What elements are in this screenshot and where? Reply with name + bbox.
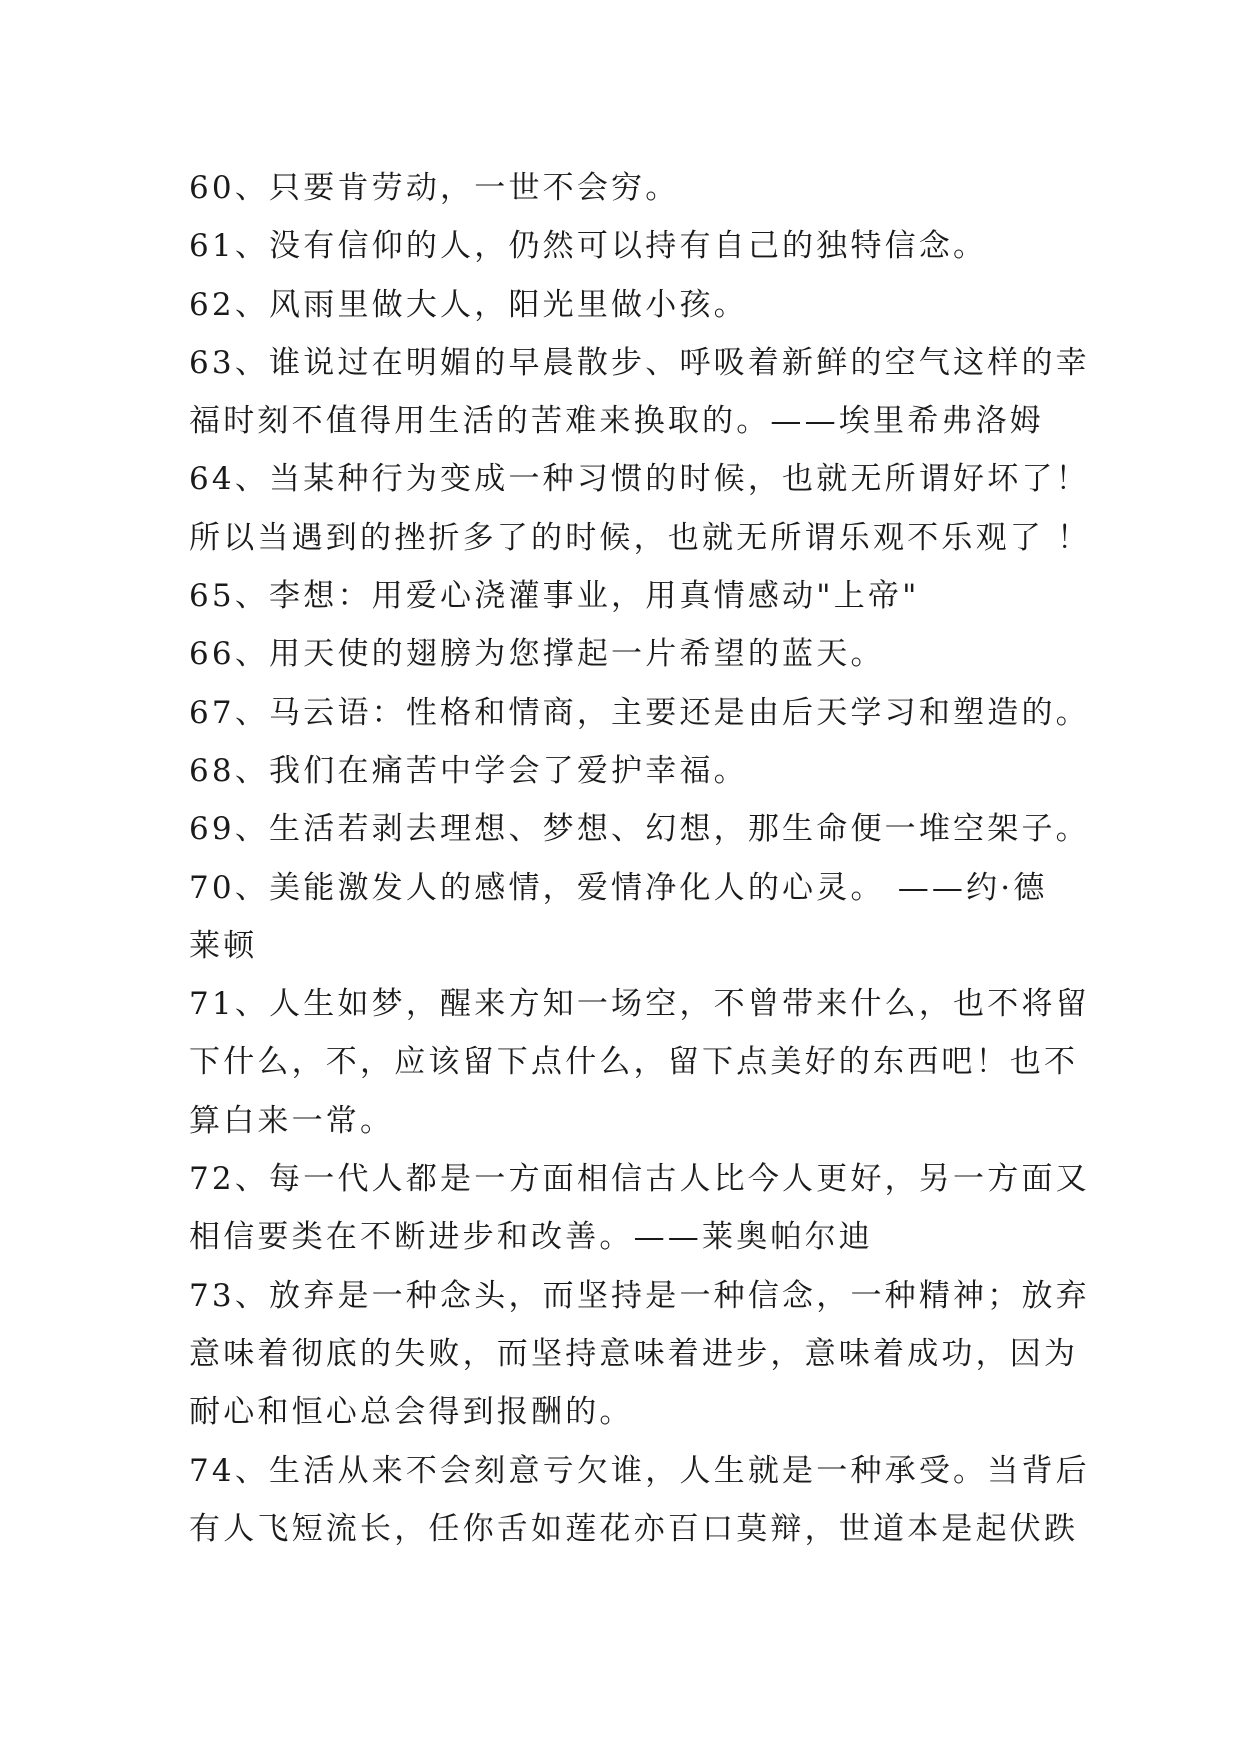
text-line: 72、每一代人都是一方面相信古人比今人更好，另一方面又 [189, 1161, 1090, 1198]
text-line: 63、谁说过在明媚的早晨散步、呼吸着新鲜的空气这样的幸 [189, 344, 1090, 381]
text-line: 耐心和恒心总会得到报酬的。 [189, 1394, 634, 1431]
text-line: 64、当某种行为变成一种习惯的时候，也就无所谓好坏了！ [189, 461, 1090, 498]
text-line: 意味着彻底的失败，而坚持意味着进步，意味着成功，因为 [189, 1335, 1079, 1372]
text-line: 73、放弃是一种念头，而坚持是一种信念，一种精神；放弃 [189, 1277, 1090, 1314]
text-line: 66、用天使的翅膀为您撑起一片希望的蓝天。 [189, 636, 885, 673]
text-line: 算白来一常。 [189, 1102, 395, 1139]
text-line: 70、美能激发人的感情，爱情净化人的心灵。 ——约·德 [189, 869, 1048, 906]
text-line: 62、风雨里做大人，阳光里做小孩。 [189, 286, 748, 323]
text-line: 福时刻不值得用生活的苦难来换取的。——埃里希弗洛姆 [189, 403, 1044, 440]
text-line: 67、马云语：性格和情商，主要还是由后天学习和塑造的。 [189, 694, 1090, 731]
text-line: 71、人生如梦，醒来方知一场空，不曾带来什么，也不将留 [189, 986, 1090, 1023]
text-line: 下什么，不，应该留下点什么，留下点美好的东西吧！也不 [189, 1044, 1079, 1081]
text-line: 68、我们在痛苦中学会了爱护幸福。 [189, 752, 748, 789]
text-line: 65、李想：用爱心浇灌事业，用真情感动"上帝" [189, 578, 920, 615]
text-line: 相信要类在不断进步和改善。——莱奥帕尔迪 [189, 1219, 873, 1256]
text-line: 莱顿 [189, 927, 258, 964]
text-line: 61、没有信仰的人，仍然可以持有自己的独特信念。 [189, 228, 988, 265]
text-line: 74、生活从来不会刻意亏欠谁，人生就是一种承受。当背后 [189, 1452, 1090, 1489]
text-line: 有人飞短流长，任你舌如莲花亦百口莫辩，世道本是起伏跌 [189, 1510, 1079, 1547]
text-line: 69、生活若剥去理想、梦想、幻想，那生命便一堆空架子。 [189, 811, 1090, 848]
document-body [189, 159, 1092, 1558]
text-line: 60、只要肯劳动，一世不会穷。 [189, 170, 680, 206]
text-line: 所以当遇到的挫折多了的时候，也就无所谓乐观不乐观了 ！ [189, 519, 1092, 556]
